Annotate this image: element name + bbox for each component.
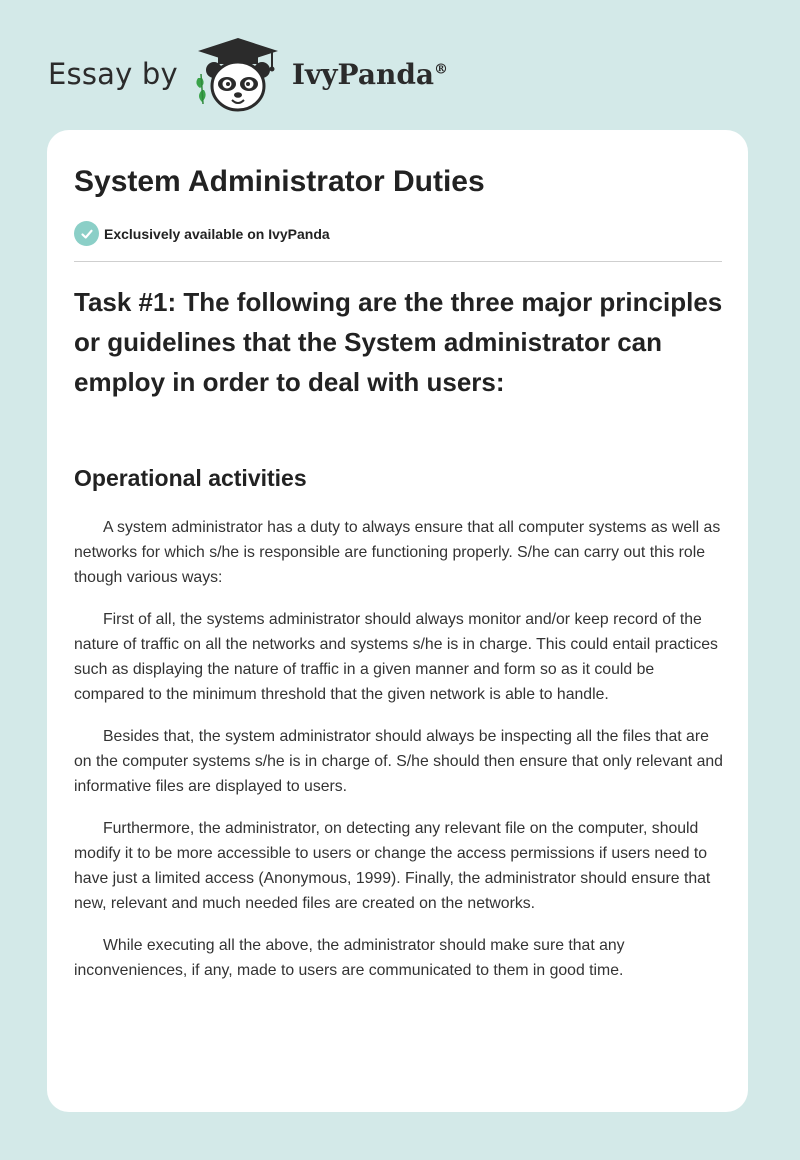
ivypanda-logo[interactable] bbox=[192, 34, 448, 114]
paragraph: Furthermore, the administrator, on detecting any relevant file on the computer, should modify it to be more accessible to users or change the access permissions if users need to have just a limited access (Anonymous, 1999). Finally, the administrator should ensure that new, relevant and much needed files are created on the networks. bbox=[74, 820, 711, 912]
site-header bbox=[48, 34, 448, 114]
section-heading: Operational activities bbox=[74, 465, 307, 491]
paragraph: While executing all the above, the administrator should make sure that any inconveniences, if any, made to users are communicated to them in good time. bbox=[74, 937, 625, 979]
divider bbox=[74, 261, 722, 262]
task-heading: Task #1: The following are the three major principles or guidelines that the System administrator can employ in order to deal with users: bbox=[74, 287, 723, 397]
panda-graduate-icon bbox=[192, 34, 284, 114]
exclusive-badge bbox=[74, 221, 330, 246]
check-circle-icon bbox=[74, 221, 99, 246]
essay-card bbox=[47, 130, 748, 1112]
paragraph: A system administrator has a duty to always ensure that all computer systems as well as networks for which s/he is responsible are functioning properly. S/he can carry out this role though various ways: bbox=[74, 519, 721, 586]
exclusive-label: Exclusively available on IvyPanda bbox=[104, 225, 330, 242]
paragraph: Besides that, the system administrator should always be inspecting all the files that are on the computer systems s/he is in charge of. S/he should then ensure that only relevant and informative files are displayed to users. bbox=[74, 728, 723, 795]
brand-name: IvyPanda® bbox=[291, 57, 449, 91]
essay-by-label: Essay by bbox=[48, 57, 178, 91]
article-body bbox=[74, 515, 724, 1000]
page-title: System Administrator Duties bbox=[74, 165, 485, 198]
paragraph: First of all, the systems administrator should always monitor and/or keep record of the nature of traffic on all the networks and systems s/he is in charge. This could entail practices such as displaying the nature of traffic in a given manner and form so as it could be compared to the minimum threshold that the given network is able to handle. bbox=[74, 611, 718, 703]
